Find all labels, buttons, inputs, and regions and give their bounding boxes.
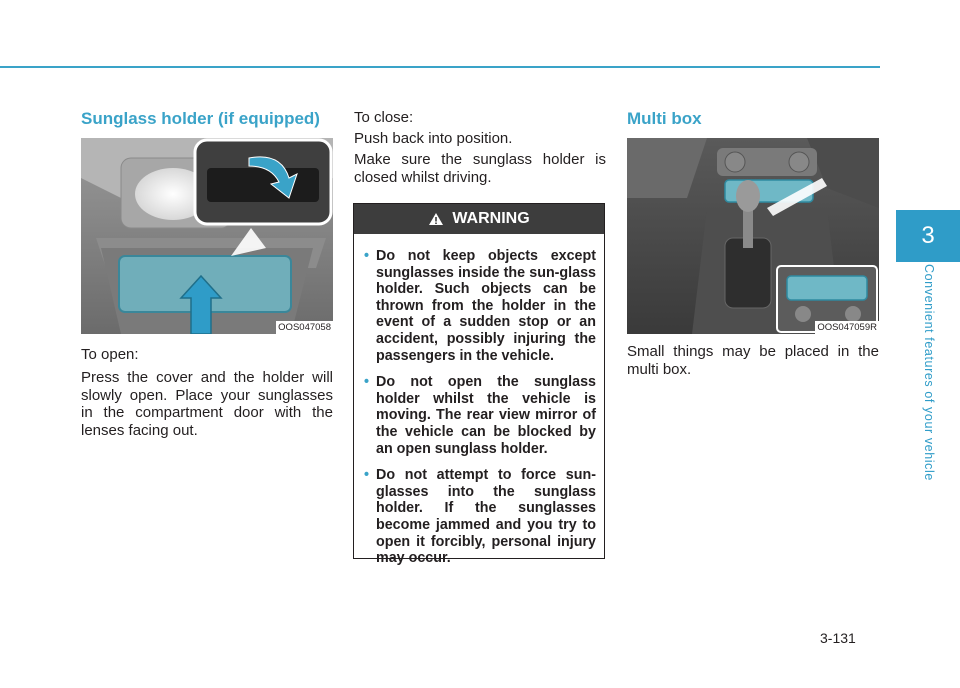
close-label: To close: (354, 109, 414, 126)
chapter-title: Convenient features of your vehicle (922, 264, 936, 481)
chapter-side-label (896, 262, 960, 492)
chapter-number: 3 (921, 222, 935, 249)
closed-note: Make sure the sunglass holder is closed whilst driving. (354, 151, 606, 186)
warning-item: • Do not open the sunglass holder whilst the vehicle is moving. The rear view mirror of the vehicle can be blocked by an open sunglass holder. (364, 374, 596, 457)
multibox-text: Small things may be placed in the multi box. (627, 343, 879, 378)
warning-box (353, 203, 605, 567)
bullet-icon: • (364, 248, 370, 264)
warning-title: WARNING (452, 210, 530, 227)
multibox-heading: Multi box (627, 109, 702, 128)
warning-item: • Do not attempt to force sun-glasses into the sunglass holder. If the sunglasses become jammed and you try to open it forcibly, personal injury may occur. (364, 467, 596, 567)
sunglass-holder-illustration (81, 138, 333, 334)
warning-list (354, 234, 604, 567)
multi-box-illustration (627, 138, 879, 334)
sunglass-heading: Sunglass holder (if equipped) (81, 109, 320, 128)
header-rule (0, 66, 880, 68)
multibox-image-code: OOS047059R (817, 322, 877, 333)
sunglass-image-code: OOS047058 (278, 322, 331, 333)
warning-item: • Do not keep objects except sunglasses inside the sun-glass holder. Such objects can be thrown from the holder in the event of a sudden stop or an accident, possibly injuring the passengers in the vehicle. (364, 248, 596, 364)
open-label: To open: (81, 346, 139, 363)
warning-triangle-icon (428, 212, 444, 226)
sunglass-holder-image (81, 138, 333, 334)
close-text: Push back into position. (354, 130, 513, 147)
open-text: Press the cover and the holder will slowly open. Place your sunglasses in the compartment door with the lenses facing out. (81, 369, 333, 439)
page-number: 3-131 (820, 630, 856, 646)
bullet-icon: • (364, 467, 370, 484)
bullet-icon: • (364, 374, 370, 391)
chapter-tab[interactable] (896, 210, 960, 262)
multi-box-image (627, 138, 879, 334)
warning-header (354, 204, 604, 234)
